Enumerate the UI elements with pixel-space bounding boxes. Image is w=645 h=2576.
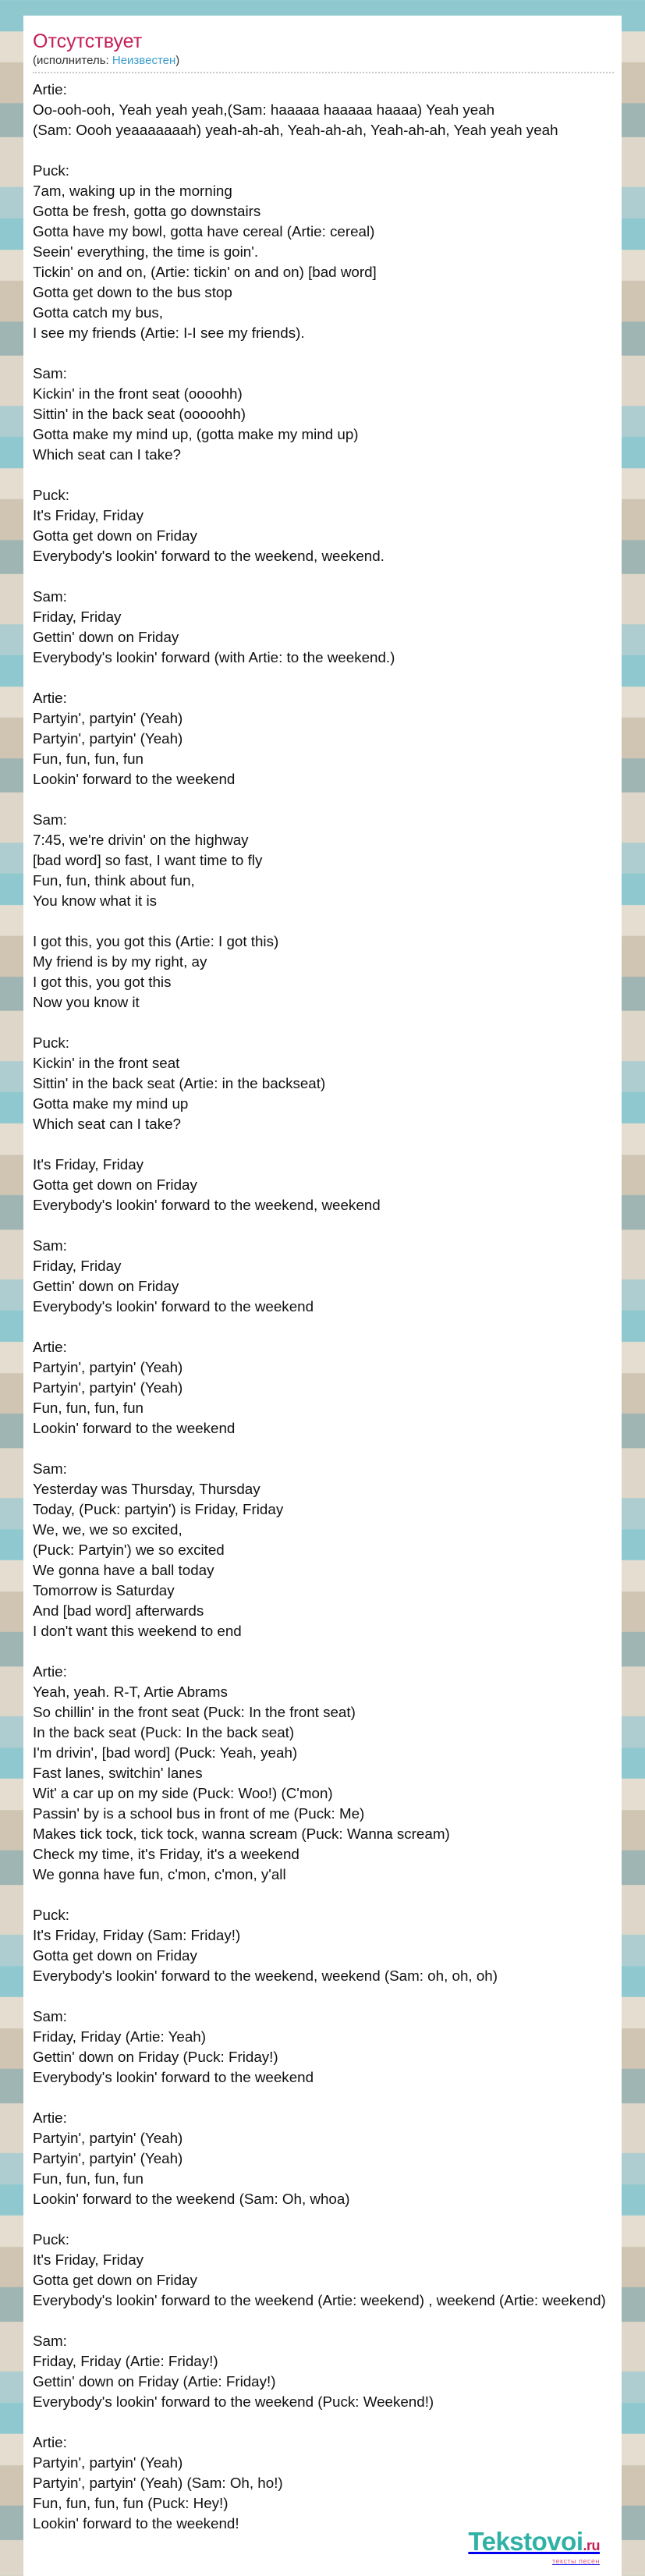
lyric-line: We gonna have a ball today (33, 1562, 214, 1578)
lyric-line: Artie: (33, 2434, 67, 2450)
lyrics-stanza (33, 80, 645, 140)
lyric-line: Friday, Friday (Artie: Friday!) (33, 2353, 218, 2369)
lyrics-stanza (33, 1662, 645, 1885)
lyrics-stanza (33, 364, 645, 465)
lyric-line: Which seat can I take? (33, 1116, 181, 1132)
lyrics-stanza (33, 2331, 645, 2412)
lyric-line: Sam: (33, 2333, 67, 2349)
lyric-line: Fun, fun, fun, fun (33, 750, 144, 767)
lyric-line: Artie: (33, 1339, 67, 1355)
lyric-line: Puck: (33, 487, 69, 503)
lyric-line: Puck: (33, 1907, 69, 1923)
lyric-line: Gotta get down on Friday (33, 527, 197, 544)
lyric-line: It's Friday, Friday (33, 1156, 144, 1173)
lyric-line: Puck: (33, 1034, 69, 1051)
lyrics-stanza (33, 1033, 645, 1134)
lyric-line: I got this, you got this (Artie: I got this) (33, 933, 279, 949)
lyric-line: Gotta catch my bus, (33, 304, 164, 321)
lyric-line: Kickin' in the front seat (oooohh) (33, 385, 243, 402)
lyric-line: Gettin' down on Friday (Artie: Friday!) (33, 2373, 276, 2390)
lyric-line: Artie: (33, 690, 67, 706)
lyrics-stanza (33, 1459, 645, 1641)
lyrics-sheet (23, 16, 622, 2576)
artist-suffix: ) (175, 54, 180, 67)
lyric-line: Friday, Friday (33, 1258, 122, 1274)
lyric-line: Everybody's lookin' forward to the weekend (33, 2069, 314, 2085)
lyric-line: Kickin' in the front seat (33, 1055, 180, 1071)
lyric-line: Puck: (33, 2231, 69, 2248)
lyric-line: Partyin', partyin' (Yeah) (Sam: Oh, ho!) (33, 2475, 283, 2491)
lyric-line: Sittin' in the back seat (Artie: in the backseat) (33, 1075, 326, 1091)
lyric-line: Everybody's lookin' forward to the weekend, weekend (33, 1197, 381, 1213)
logo-name: Tekstovoi (468, 2527, 583, 2556)
lyric-line: Sittin' in the back seat (ooooohh) (33, 406, 246, 422)
lyric-line: Fun, fun, fun, fun (33, 2170, 144, 2187)
lyric-line: Partyin', partyin' (Yeah) (33, 2454, 183, 2471)
lyric-line: I see my friends (Artie: I-I see my friends). (33, 325, 305, 341)
lyric-line: Everybody's lookin' forward to the weekend (Puck: Weekend!) (33, 2393, 434, 2410)
lyric-line: Now you know it (33, 994, 140, 1010)
lyric-line: Yesterday was Thursday, Thursday (33, 1481, 260, 1497)
lyric-line: We, we, we so excited, (33, 1521, 183, 1538)
lyrics-stanza (33, 2432, 645, 2534)
lyric-line: 7am, waking up in the morning (33, 183, 232, 199)
lyric-line: Gettin' down on Friday (33, 629, 179, 645)
lyric-line: (Puck: Partyin') we so excited (33, 1542, 225, 1558)
lyric-line: Sam: (33, 811, 67, 828)
artist-link[interactable]: Неизвестен (112, 54, 176, 67)
lyric-line: Partyin', partyin' (Yeah) (33, 710, 183, 726)
lyric-line: Seein' everything, the time is goin'. (33, 243, 259, 260)
lyric-line: Passin' by is a school bus in front of me (Puck: Me) (33, 1805, 365, 1822)
lyric-line: Everybody's lookin' forward (with Artie: to the weekend.) (33, 649, 395, 665)
lyric-line: We gonna have fun, c'mon, c'mon, y'all (33, 1866, 286, 1882)
lyric-line: (Sam: Oooh yeaaaaaaah) yeah-ah-ah, Yeah-ah-ah, Yeah-ah-ah, Yeah yeah yeah (33, 122, 558, 138)
song-title: Отсутствует (33, 30, 143, 52)
lyrics-stanza (33, 810, 645, 911)
lyric-line: Fun, fun, fun, fun (Puck: Hey!) (33, 2495, 229, 2511)
lyric-line: It's Friday, Friday (33, 2251, 144, 2268)
lyrics-stanza (33, 2230, 645, 2311)
lyric-line: I got this, you got this (33, 974, 172, 990)
lyric-line: Gotta get down on Friday (33, 1947, 197, 1964)
lyric-line: Makes tick tock, tick tock, wanna scream (Puck: Wanna scream) (33, 1826, 450, 1842)
logo-wordmark (468, 2528, 600, 2559)
lyric-line: Artie: (33, 2109, 67, 2126)
lyrics-stanza (33, 1905, 645, 1986)
lyric-line: It's Friday, Friday (Sam: Friday!) (33, 1927, 241, 1943)
lyric-line: Lookin' forward to the weekend! (33, 2515, 239, 2532)
lyric-line: Friday, Friday (Artie: Yeah) (33, 2028, 206, 2045)
lyrics-stanza (33, 485, 645, 566)
artist-prefix: (исполнитель: (33, 54, 112, 67)
lyric-line: Everybody's lookin' forward to the weekend (Artie: weekend) , weekend (Artie: weekend) (33, 2292, 606, 2308)
lyrics-stanza (33, 2108, 645, 2209)
lyric-line: Lookin' forward to the weekend (33, 771, 236, 787)
lyric-line: Yeah, yeah. R-T, Artie Abrams (33, 1684, 228, 1700)
lyrics-stanza (33, 1337, 645, 1439)
lyric-line: Gotta get down on Friday (33, 2272, 197, 2288)
lyric-line: Partyin', partyin' (Yeah) (33, 1359, 183, 1375)
lyric-line: Partyin', partyin' (Yeah) (33, 1379, 183, 1396)
lyric-line: Sam: (33, 1237, 67, 1254)
logo-tagline: тексты песен (551, 2557, 600, 2565)
lyric-line: It's Friday, Friday (33, 507, 144, 523)
lyrics-stanza (33, 688, 645, 789)
lyrics-stanza (33, 2007, 645, 2088)
lyric-line: Everybody's lookin' forward to the weekend (33, 1298, 314, 1315)
lyric-line: Gotta make my mind up, (gotta make my mind up) (33, 426, 359, 442)
tekstovoi-logo[interactable] (468, 2528, 600, 2565)
lyric-line: Tickin' on and on, (Artie: tickin' on and on) [bad word] (33, 264, 377, 280)
artist-line (33, 53, 610, 68)
lyric-line: My friend is by my right, ay (33, 953, 207, 970)
header-divider (33, 72, 614, 73)
lyric-line: Oo-ooh-ooh, Yeah yeah yeah,(Sam: haaaaa haaaaa haaaa) Yeah yeah (33, 101, 495, 118)
lyrics-stanza (33, 1236, 645, 1317)
lyric-line: Friday, Friday (33, 609, 122, 625)
lyric-line: Gettin' down on Friday (Puck: Friday!) (33, 2049, 278, 2065)
lyric-line: And [bad word] afterwards (33, 1602, 204, 1619)
lyrics-stanza (33, 1155, 645, 1215)
lyric-line: Today, (Puck: partyin') is Friday, Friday (33, 1501, 284, 1517)
lyric-line: Fun, fun, fun, fun (33, 1400, 144, 1416)
lyric-line: Wit' a car up on my side (Puck: Woo!) (C'mon) (33, 1785, 333, 1801)
lyric-line: Check my time, it's Friday, it's a weekend (33, 1846, 299, 1862)
lyric-line: Sam: (33, 2008, 67, 2024)
logo-domain: .ru (583, 2538, 600, 2553)
lyric-line: Fun, fun, think about fun, (33, 872, 195, 889)
lyric-line: Puck: (33, 162, 69, 179)
lyric-line: Partyin', partyin' (Yeah) (33, 2150, 183, 2166)
lyrics-stanza (33, 161, 645, 343)
lyric-line: In the back seat (Puck: In the back seat) (33, 1724, 295, 1740)
lyric-line: So chillin' in the front seat (Puck: In the front seat) (33, 1704, 356, 1720)
lyric-line: Gotta get down to the bus stop (33, 284, 232, 300)
lyric-line: Artie: (33, 1663, 67, 1680)
lyric-line: I don't want this weekend to end (33, 1623, 242, 1639)
song-header (33, 30, 610, 68)
lyric-line: Artie: (33, 81, 67, 98)
lyric-line: You know what it is (33, 892, 158, 909)
lyric-line: Gotta make my mind up (33, 1095, 189, 1112)
lyric-line: Lookin' forward to the weekend (33, 1420, 236, 1436)
lyric-line: 7:45, we're drivin' on the highway (33, 832, 249, 848)
lyric-line: Partyin', partyin' (Yeah) (33, 2130, 183, 2146)
lyric-line: Sam: (33, 1460, 67, 1477)
lyrics-stanza (33, 587, 645, 668)
lyric-line: Gettin' down on Friday (33, 1278, 179, 1294)
lyric-line: Partyin', partyin' (Yeah) (33, 730, 183, 747)
lyric-line: Gotta have my bowl, gotta have cereal (Artie: cereal) (33, 223, 375, 240)
lyric-line: [bad word] so fast, I want time to fly (33, 852, 263, 868)
lyric-line: Gotta get down on Friday (33, 1176, 197, 1193)
lyric-line: I'm drivin', [bad word] (Puck: Yeah, yeah) (33, 1744, 298, 1761)
lyric-line: Fast lanes, switchin' lanes (33, 1765, 203, 1781)
lyric-line: Which seat can I take? (33, 446, 181, 463)
lyric-line: Everybody's lookin' forward to the weekend, weekend (Sam: oh, oh, oh) (33, 1967, 498, 1984)
lyrics-text (33, 80, 645, 2554)
lyric-line: Gotta be fresh, gotta go downstairs (33, 203, 261, 219)
lyric-line: Sam: (33, 365, 67, 381)
lyric-line: Sam: (33, 588, 67, 605)
lyric-line: Lookin' forward to the weekend (Sam: Oh, whoa) (33, 2191, 350, 2207)
lyric-line: Tomorrow is Saturday (33, 1582, 175, 1598)
lyrics-stanza (33, 931, 645, 1013)
lyric-line: Everybody's lookin' forward to the weekend, weekend. (33, 548, 385, 564)
